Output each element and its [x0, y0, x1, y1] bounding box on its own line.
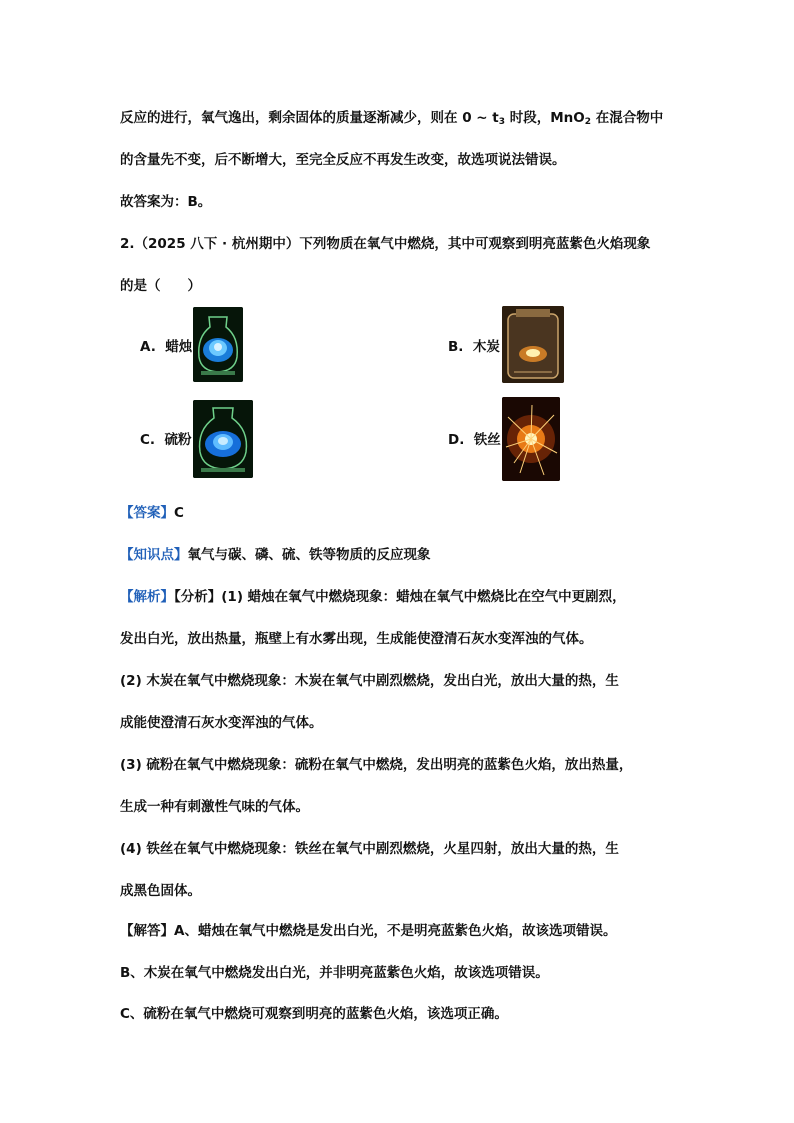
analysis-line-1: 【解析】【分析】(1) 蜡烛在氧气中燃烧现象：蜡烛在氧气中燃烧比在空气中更剧烈，	[120, 589, 626, 605]
option-b: B. 木炭	[448, 339, 500, 355]
analysis-label: 【解析】	[120, 589, 174, 605]
knowledge-point-line	[120, 545, 431, 565]
prev-answer-line: 故答案为：B。	[120, 194, 212, 210]
question-stem-line-2: 的是（ ）	[120, 278, 201, 294]
solution-line-2: B、木炭在氧气中燃烧发出白光，并非明亮蓝紫色火焰，故该选项错误。	[120, 965, 549, 981]
knowledge-point-label: 【知识点】	[120, 547, 188, 563]
option-a: A. 蜡烛	[140, 339, 193, 355]
option-c: C. 硫粉	[140, 432, 192, 448]
prev-explanation-line-1: 反应的进行，氧气逸出，剩余固体的质量逐渐减少，则在 0 ~ $t_3$ 时段，MnO$_2$ 在混合物中	[120, 110, 664, 127]
analysis-line-2: 发出白光，放出热量，瓶壁上有水雾出现，生成能使澄清石灰水变浑浊的气体。	[120, 631, 593, 647]
analysis-line-6: 生成一种有刺激性气味的气体。	[120, 799, 309, 815]
analysis-line-7: (4) 铁丝在氧气中燃烧现象：铁丝在氧气中剧烈燃烧，火星四射，放出大量的热，生	[120, 841, 619, 857]
candle-flask-photo	[193, 307, 243, 382]
charcoal-jar-image	[502, 306, 564, 383]
solution-line-3: C、硫粉在氧气中燃烧可观察到明亮的蓝紫色火焰，该选项正确。	[120, 1006, 508, 1022]
charcoal-jar-photo	[502, 306, 564, 383]
solution-line-1: 【解答】A、蜡烛在氧气中燃烧是发出白光，不是明亮蓝紫色火焰，故该选项错误。	[120, 923, 617, 939]
question-stem-line-1: 2.（2025 八下 · 杭州期中）下列物质在氧气中燃烧，其中可观察到明亮蓝紫色火焰现象	[120, 236, 651, 252]
knowledge-point-value: 氧气与碳、磷、硫、铁等物质的反应现象	[187, 547, 431, 563]
sulfur-flask-image	[193, 400, 253, 478]
iron-wire-flask-photo	[502, 397, 560, 481]
answer-value: C	[174, 505, 184, 521]
sulfur-flask-photo	[193, 400, 253, 478]
prev-explanation-line-2: 的含量先不变，后不断增大，至完全反应不再发生改变，故选项说法错误。	[120, 152, 566, 168]
answer-line	[120, 503, 184, 523]
analysis-line-4: 成能使澄清石灰水变浑浊的气体。	[120, 715, 323, 731]
analysis-tag: 【分析】	[174, 589, 222, 605]
iron-wire-flask-image	[502, 397, 560, 481]
analysis-line-8: 成黑色固体。	[120, 883, 201, 899]
analysis-line-3: (2) 木炭在氧气中燃烧现象：木炭在氧气中剧烈燃烧，发出白光，放出大量的热，生	[120, 673, 619, 689]
answer-label: 【答案】	[120, 505, 174, 521]
solution-label: 【解答】	[120, 923, 174, 939]
option-d: D. 铁丝	[448, 432, 501, 448]
analysis-line-5: (3) 硫粉在氧气中燃烧现象：硫粉在氧气中燃烧，发出明亮的蓝紫色火焰，放出热量，	[120, 757, 633, 773]
candle-flask-image	[193, 307, 243, 382]
